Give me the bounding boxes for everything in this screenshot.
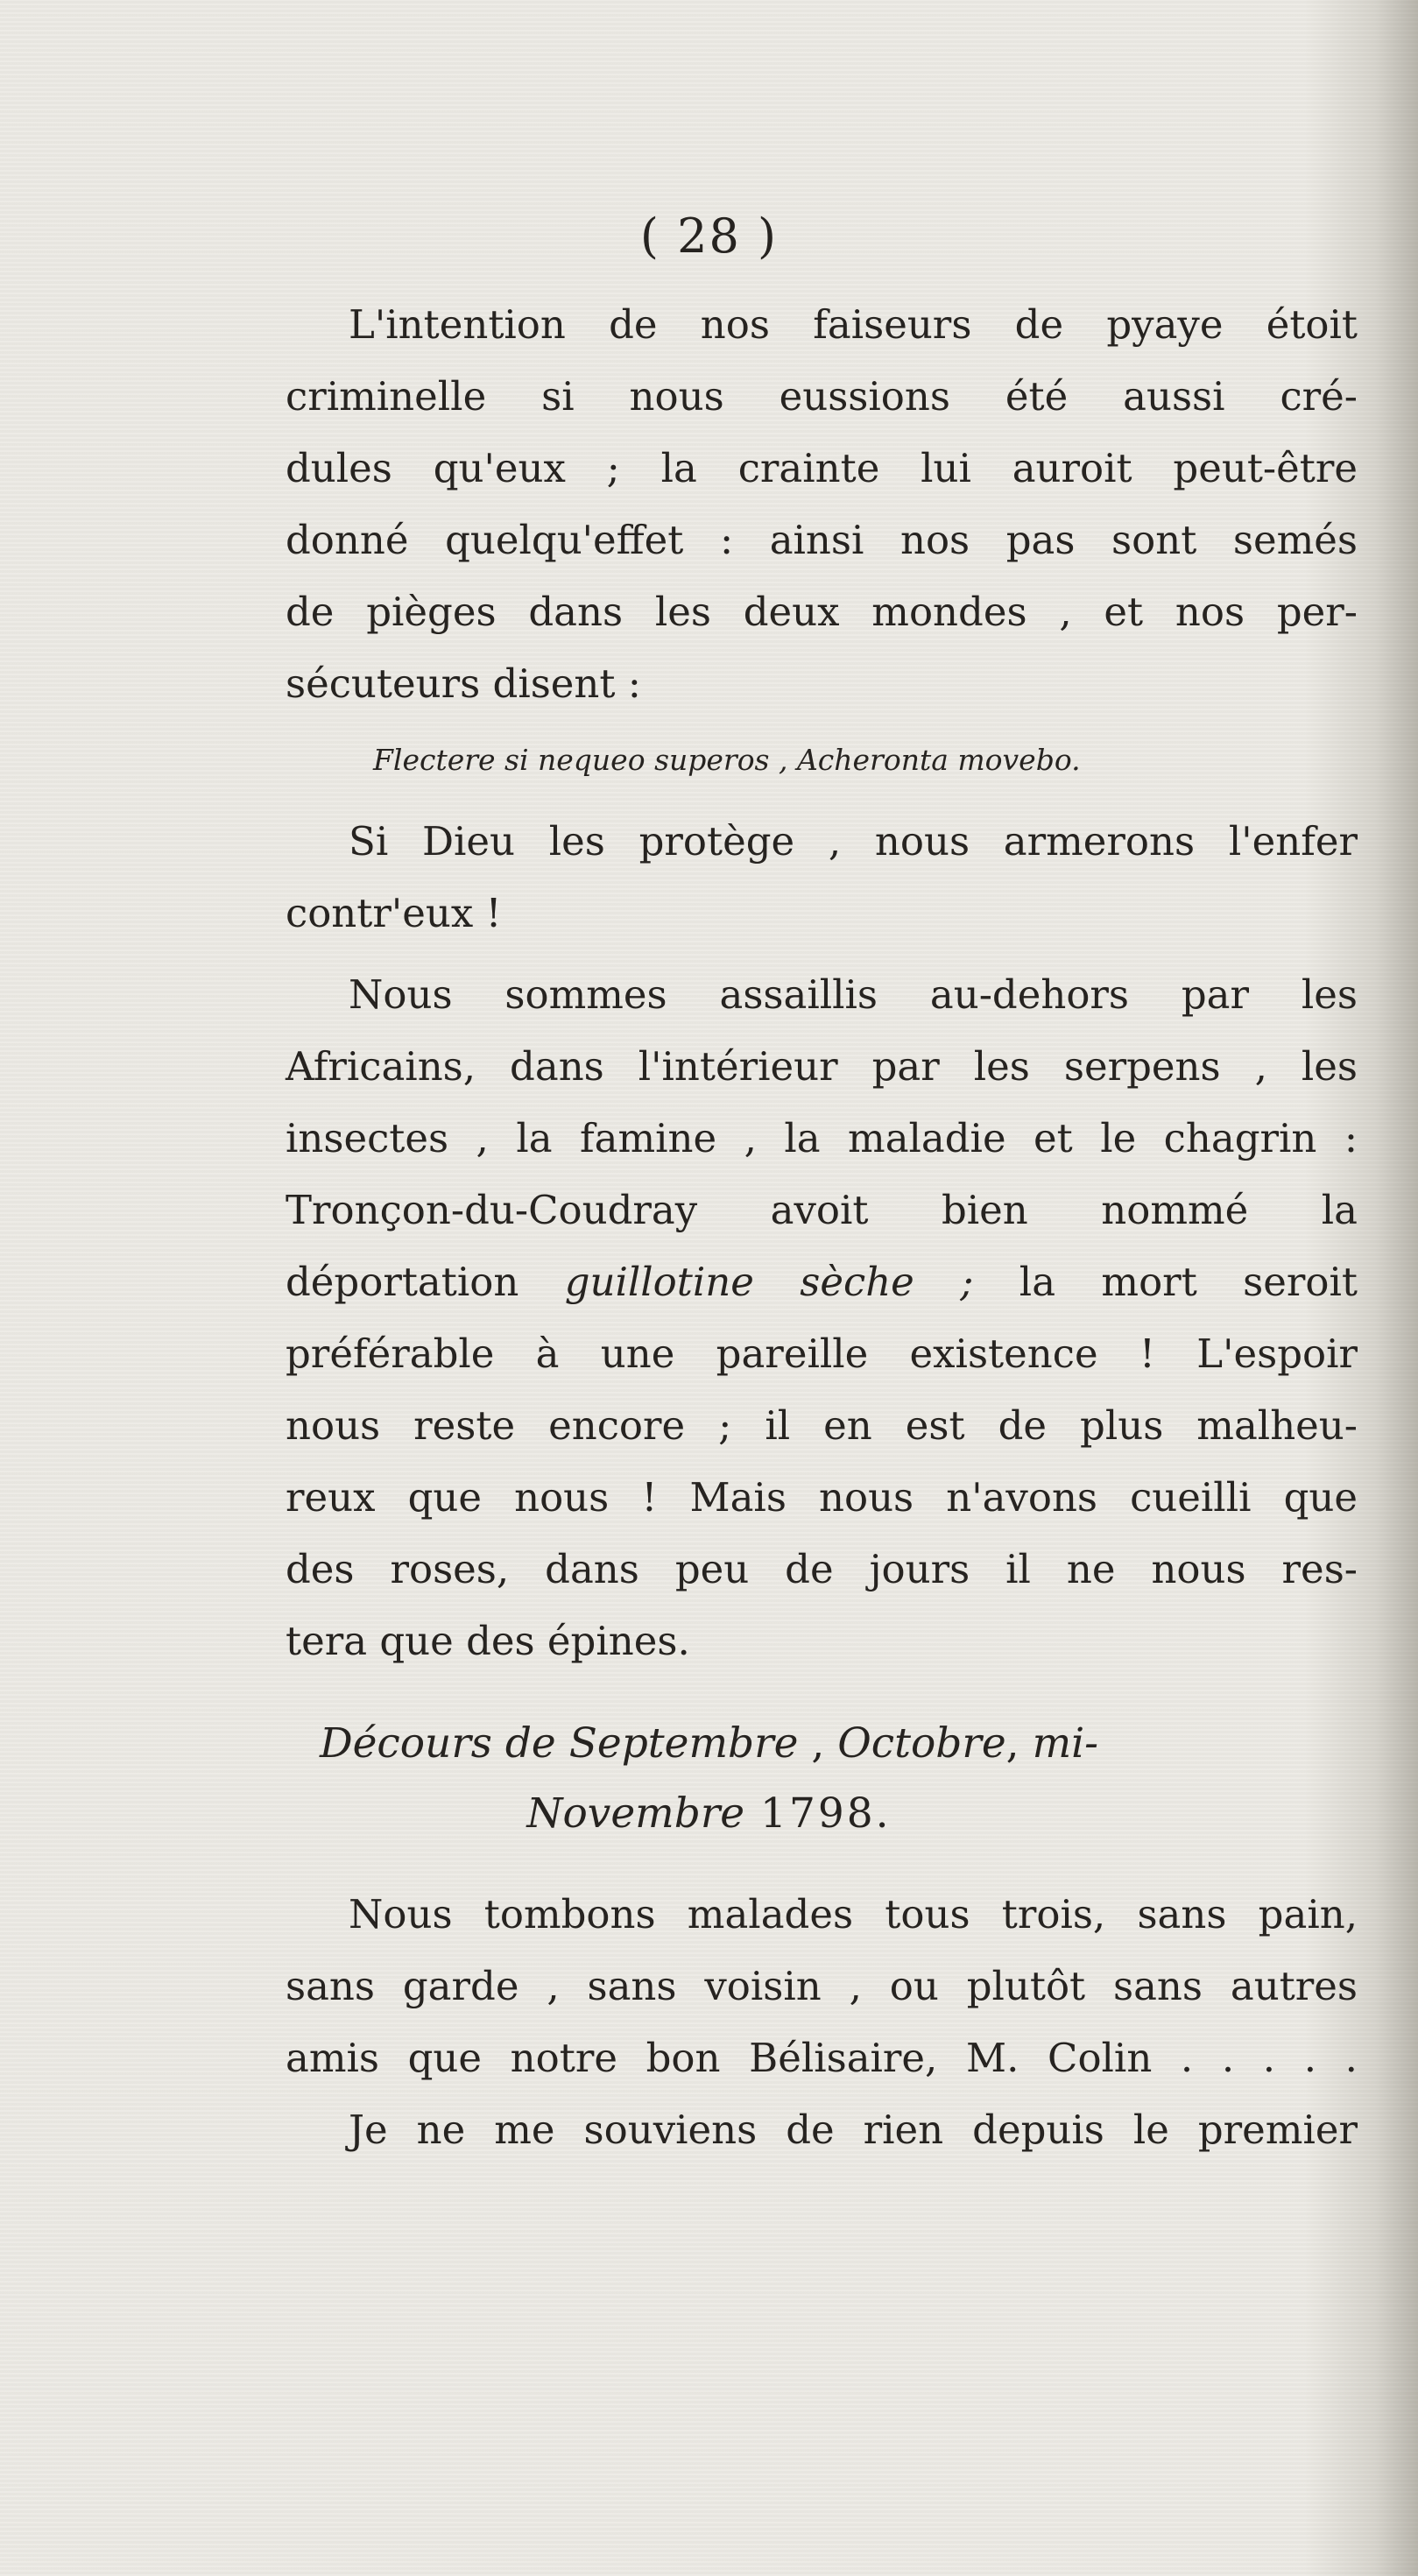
text-line: Nous sommes assaillis au-dehors par les xyxy=(349,971,1358,1018)
section-heading-line2 xyxy=(0,1789,1418,1838)
heading-italic: Octobre xyxy=(837,1719,1006,1768)
paragraph-dieu xyxy=(286,806,1358,949)
text-line: tera que des épines. xyxy=(286,1618,690,1664)
text-line: Africains, dans l'intérieur par les serpens , les xyxy=(286,1043,1358,1090)
text-line: Je ne me souviens de rien depuis le premier xyxy=(349,2107,1358,2153)
text-line: donné quelqu'effet : ainsi nos pas sont semés xyxy=(286,517,1358,563)
paragraph-intention xyxy=(286,289,1358,720)
text-line: Tronçon-du-Coudray avoit bien nommé la xyxy=(286,1187,1358,1233)
text-line: des roses, dans peu de jours il ne nous res- xyxy=(286,1546,1358,1592)
text-run: déportation xyxy=(286,1259,565,1305)
text-line: Si Dieu les protège , nous armerons l'enfer xyxy=(349,818,1358,865)
text-line: de pièges dans les deux mondes , et nos per- xyxy=(286,589,1358,635)
heading-separator: , xyxy=(798,1719,838,1768)
text-line: Nous tombons malades tous trois, sans pain, xyxy=(349,1891,1358,1937)
text-line: contr'eux ! xyxy=(286,890,502,936)
text-line: préférable à une pareille existence ! L'espoir xyxy=(286,1330,1358,1377)
text-line xyxy=(286,1246,1358,1318)
section-heading-line1 xyxy=(0,1719,1418,1768)
text-line: nous reste encore ; il en est de plus malheu- xyxy=(286,1402,1358,1449)
heading-year: 1798. xyxy=(744,1789,892,1838)
italic-phrase: guillotine sèche ; xyxy=(564,1259,974,1305)
heading-italic: Décours de Septembre xyxy=(319,1719,799,1768)
text-line: L'intention de nos faiseurs de pyaye étoit xyxy=(349,301,1358,348)
text-line: criminelle si nous eussions été aussi cré- xyxy=(286,373,1358,420)
text-run: la mort seroit xyxy=(973,1259,1358,1305)
paragraph-assaillis xyxy=(286,959,1358,1677)
heading-italic: Novembre xyxy=(526,1789,745,1838)
text-line: sans garde , sans voisin , ou plutôt sans autres xyxy=(286,1963,1358,2009)
text-line: amis que notre bon Bélisaire, M. Colin . . . . . xyxy=(286,2035,1358,2081)
heading-separator: , xyxy=(1005,1719,1033,1768)
text-line: insectes , la famine , la maladie et le chagrin : xyxy=(286,1115,1358,1161)
paragraph-malades xyxy=(286,1879,1358,2166)
heading-italic: mi- xyxy=(1032,1719,1099,1768)
latin-quotation: Flectere si nequeo superos , Acheronta movebo. xyxy=(373,743,1081,777)
text-line: reux que nous ! Mais nous n'avons cueilli que xyxy=(286,1474,1358,1521)
text-line: dules qu'eux ; la crainte lui auroit peut-être xyxy=(286,445,1358,491)
text-line: sécuteurs disent : xyxy=(286,660,641,707)
page-number: ( 28 ) xyxy=(639,208,779,264)
